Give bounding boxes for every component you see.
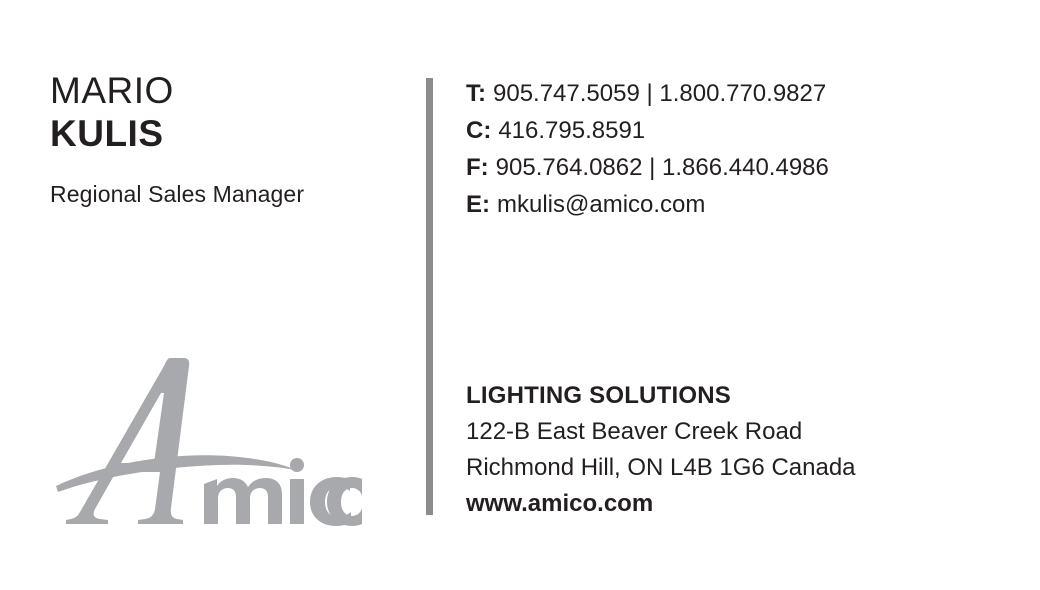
contact-value: 905.764.0862 | 1.866.440.4986 (495, 154, 829, 181)
last-name: KULIS (50, 113, 164, 155)
division-name: LIGHTING SOLUTIONS (466, 382, 731, 409)
contact-block (466, 75, 1006, 223)
contact-label: C: (466, 117, 492, 144)
contact-line-phone (466, 75, 1006, 112)
contact-label: F: (466, 154, 489, 181)
amico-logo (42, 352, 362, 532)
job-title: Regional Sales Manager (50, 180, 305, 207)
contact-label: T: (466, 80, 486, 107)
contact-value: mkulis@amico.com (497, 191, 706, 218)
website-link[interactable]: www.amico.com (466, 490, 654, 517)
first-name: MARIO (50, 70, 174, 111)
contact-line-fax (466, 149, 1006, 186)
address-line-2: Richmond Hill, ON L4B 1G6 Canada (466, 454, 856, 481)
address-line-1: 122-B East Beaver Creek Road (466, 418, 803, 445)
contact-label: E: (466, 191, 490, 218)
address-block (466, 378, 1006, 522)
identity-block (50, 70, 390, 208)
contact-value: 905.747.5059 | 1.800.770.9827 (493, 80, 827, 107)
vertical-divider (426, 78, 433, 515)
contact-line-cell (466, 112, 1006, 149)
contact-value: 416.795.8591 (498, 117, 646, 144)
contact-line-email (466, 186, 1006, 223)
